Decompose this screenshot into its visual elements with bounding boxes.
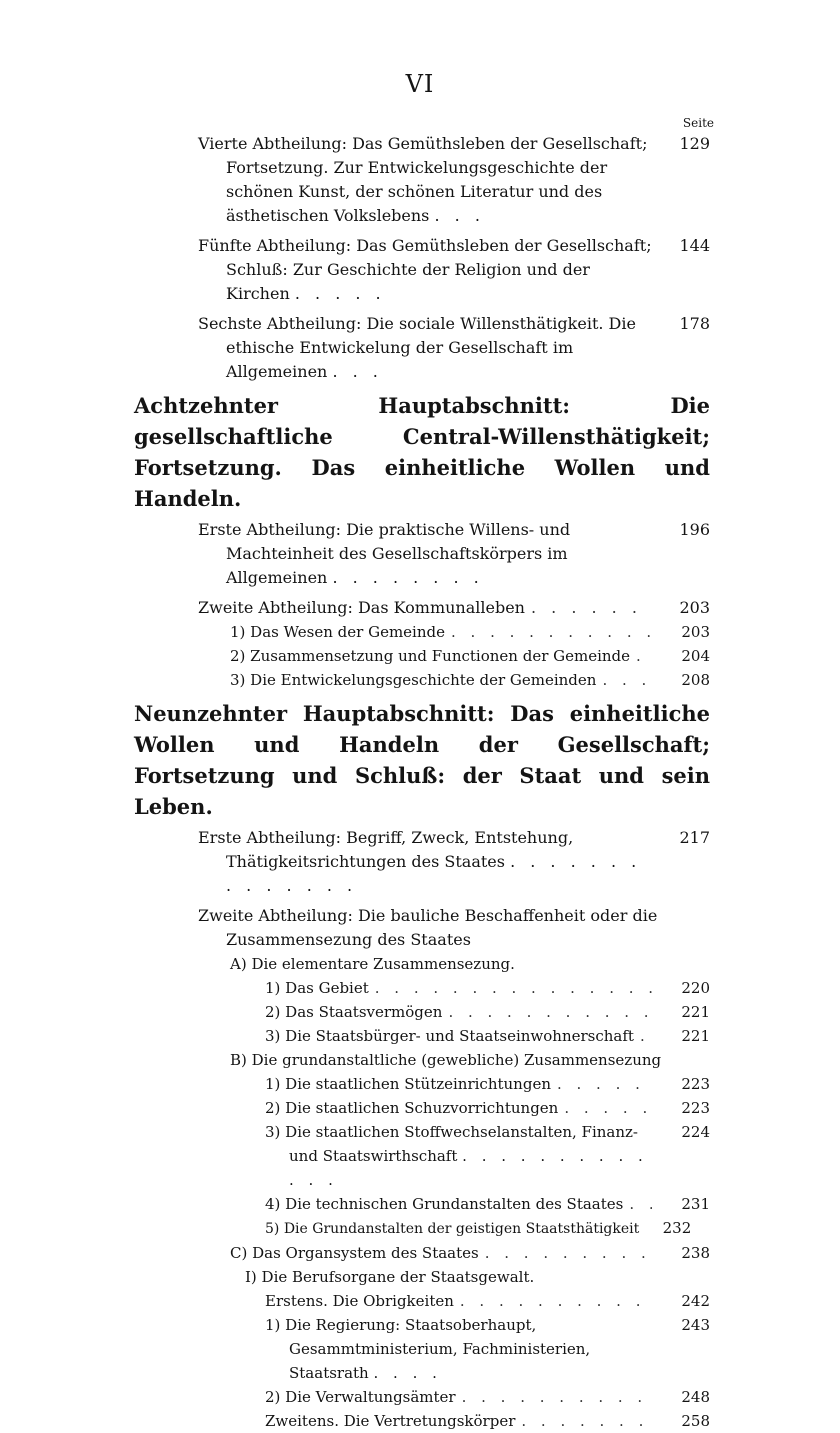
toc-entry-vierte-abtheilung: Vierte Abtheilung: Das Gemüthsleben der Gesellschaft; Fortsetzung. Zur Entwickelungsgeschichte der schönen Kunst, der schönen Literatur und des ästhetischen Volkslebens . . . 129 (198, 134, 710, 225)
page-number: VI (405, 70, 435, 98)
toc-entry-staatsvermoegen (265, 1000, 710, 1024)
toc-entry-staatsbuerger (265, 1024, 710, 1048)
toc-entry-page: 178 (679, 314, 710, 333)
toc-entry-fuenfte-abtheilung: Fünfte Abtheilung: Das Gemüthsleben der Gesellschaft; Schluß: Zur Geschichte der Religion und der Kirchen . . . . . 144 (198, 236, 710, 303)
main-section-head: Achtzehnter Hauptabschnitt: (134, 393, 571, 418)
toc-entry-wesen-gemeinde (230, 620, 710, 644)
toc-entry-text: 2) Zusammensetzung und Functionen der Gemeinde (230, 647, 631, 665)
toc-entry-page: 220 (681, 979, 710, 997)
toc-entry-page: 224 (681, 1123, 710, 1141)
toc-main-section-18 (134, 390, 710, 514)
toc-entry-text: I) Die Berufsorgane der Staatsgewalt. (245, 1268, 535, 1286)
toc-entry-obrigkeiten (265, 1289, 710, 1313)
toc-entry-page: 223 (681, 1099, 710, 1117)
toc-entry-text: 1) Das Gebiet (265, 979, 369, 997)
toc-entry-text: Zweitens. Die Vertretungskörper (265, 1412, 516, 1430)
toc-main-section-19 (134, 698, 710, 822)
toc-entry-text: Die praktische Willens- und Machteinheit des Gesellschaftskörpers im Allgemeinen (226, 520, 571, 587)
toc-entry-grundanstaltliche-zusammensezung (230, 1048, 710, 1072)
toc-entry-entwickelung-gemeinden (230, 668, 710, 692)
toc-entry-organsystem (230, 1241, 710, 1265)
toc-entry-text: Die bauliche Beschaffenheit oder die Zusammensezung des Staates (226, 906, 658, 949)
toc-entry-zusammensetzung-gemeinde (230, 644, 710, 668)
toc-entry-page: 258 (681, 1412, 710, 1430)
toc-entry-geistige-staatsthaetigkeit (265, 1216, 710, 1241)
page-column-label: Seite (682, 116, 714, 130)
toc-entry-head: Vierte Abtheilung: (198, 134, 347, 153)
toc-entry-text: 2) Die Verwaltungsämter (265, 1388, 456, 1406)
toc-entry-stoffwechselanstalten: 3) Die staatlichen Stoffwechselanstalten, Finanz- und Staatswirthschaft . . . . . . . . . . . . . 224 (265, 1120, 710, 1192)
toc-entry-page: 217 (679, 828, 710, 847)
toc-entry-vertretungskoerper (265, 1409, 710, 1433)
toc-entry-technische-grundanstalten (265, 1192, 710, 1216)
toc-entry-text: A) Die elementare Zusammensezung. (230, 955, 515, 973)
toc-entry-zweite-abtheilung-18 (198, 596, 710, 620)
toc-entry-head: Sechste Abtheilung: (198, 314, 362, 333)
toc-entry-text: Das Gemüthsleben der Gesellschaft; Fortsetzung. Zur Entwickelungsgeschichte der schönen Kunst, der schönen Literatur und des ästhetischen Volkslebens (226, 134, 648, 225)
toc-entry-text: 5) Die Grundanstalten der geistigen Staatsthätigkeit (265, 1221, 640, 1237)
main-section-title: Das einheitliche Wollen und Handeln der Gesellschaft; Fortsetzung und Schluß: der Staat und sein Leben. (134, 701, 710, 819)
toc-entry-page: 242 (681, 1292, 710, 1310)
main-section-head: Neunzehnter Hauptabschnitt: (134, 701, 495, 726)
main-section-title: Die gesellschaftliche Central-Willensthätigkeit; Fortsetzung. Das einheitliche Wollen und Handeln. (134, 393, 710, 511)
toc-entry-page: 248 (681, 1388, 710, 1406)
toc-entry-stuetzeinrichtungen (265, 1072, 710, 1096)
toc-entry-gebiet (265, 976, 710, 1000)
toc-entry-zweite-abtheilung-19 (198, 904, 710, 952)
toc-entry-page: 231 (681, 1195, 710, 1213)
toc-entry-text: 3) Die Staatsbürger- und Staatseinwohnerschaft (265, 1027, 634, 1045)
toc-entry-text: Das Kommunalleben (357, 598, 525, 617)
toc-entry-text: B) Die grundanstaltliche (gewebliche) Zusammensezung (230, 1051, 662, 1069)
toc-entry-page: 243 (681, 1316, 710, 1334)
toc-entry-page: 144 (679, 236, 710, 255)
toc-entry-head: Zweite Abtheilung: (198, 906, 353, 925)
toc-entry-text: Begriff, Zweck, Entstehung, Thätigkeitsrichtungen des Staates (226, 828, 574, 871)
toc-entry-page: 196 (679, 520, 710, 539)
toc-entry-head: Fünfte Abtheilung: (198, 236, 352, 255)
toc-entry-erste-abtheilung-18: Erste Abtheilung: Die praktische Willens- und Machteinheit des Gesellschaftskörpers im Allgemeinen . . . . . . . . 196 (198, 520, 710, 587)
toc-entry-text: Erstens. Die Obrigkeiten (265, 1292, 454, 1310)
toc-entry-text: C) Das Organsystem des Staates (230, 1244, 479, 1262)
toc-entry-page: 223 (681, 1075, 710, 1093)
toc-entry-page: 204 (681, 647, 710, 665)
toc-entry-text: 4) Die technischen Grundanstalten des Staates (265, 1195, 624, 1213)
toc-entry-head: Erste Abtheilung: (198, 520, 341, 539)
toc-entry-sechste-abtheilung: Sechste Abtheilung: Die sociale Willensthätigkeit. Die ethische Entwickelung der Gesellschaft im Allgemeinen . . . 178 (198, 314, 710, 381)
toc-entry-page: 129 (679, 134, 710, 153)
toc-entry-text: 1) Die staatlichen Stützeinrichtungen (265, 1075, 551, 1093)
toc-entry-text: Die sociale Willensthätigkeit. Die ethische Entwickelung der Gesellschaft im Allgemeinen (226, 314, 636, 381)
toc-entry-text: 3) Die staatlichen Stoffwechselanstalten, Finanz- und Staatswirthschaft (265, 1123, 638, 1165)
toc-entry-verwaltungsaemter (265, 1385, 710, 1409)
toc-entry-head: Erste Abtheilung: (198, 828, 341, 847)
toc-entry-text: 3) Die Entwickelungsgeschichte der Gemeinden (230, 671, 597, 689)
toc-entry-text: Das Gemüthsleben der Gesellschaft; Schluß: Zur Geschichte der Religion und der Kirchen (226, 236, 652, 303)
toc-entry-text: 1) Das Wesen der Gemeinde (230, 623, 445, 641)
toc-entry-text: 2) Das Staatsvermögen (265, 1003, 443, 1021)
toc-entry-head: Zweite Abtheilung: (198, 598, 353, 617)
toc-entry-page: 208 (681, 671, 710, 689)
toc-entry-page: 203 (681, 623, 710, 641)
table-of-contents (0, 132, 840, 1433)
toc-entry-page: 203 (679, 598, 710, 617)
toc-entry-schuzvorrichtungen (265, 1096, 710, 1120)
toc-entry-page: 221 (681, 1027, 710, 1045)
toc-entry-regierung: 1) Die Regierung: Staatsoberhaupt, Gesammtministerium, Fachministerien, Staatsrath . . . . 243 (265, 1313, 710, 1385)
toc-entry-elementare-zusammensezung (230, 952, 710, 976)
toc-entry-page: 238 (681, 1244, 710, 1262)
toc-entry-page: 232 (662, 1219, 692, 1237)
toc-entry-berufsorgane (245, 1265, 710, 1289)
toc-entry-erste-abtheilung-19: Erste Abtheilung: Begriff, Zweck, Entstehung, Thätigkeitsrichtungen des Staates . . . . . . . . . . . . . . 217 (198, 828, 710, 895)
toc-entry-text: 1) Die Regierung: Staatsoberhaupt, Gesammtministerium, Fachministerien, Staatsrath (265, 1316, 591, 1382)
toc-entry-text: 2) Die staatlichen Schuzvorrichtungen (265, 1099, 559, 1117)
toc-entry-page: 221 (681, 1003, 710, 1021)
